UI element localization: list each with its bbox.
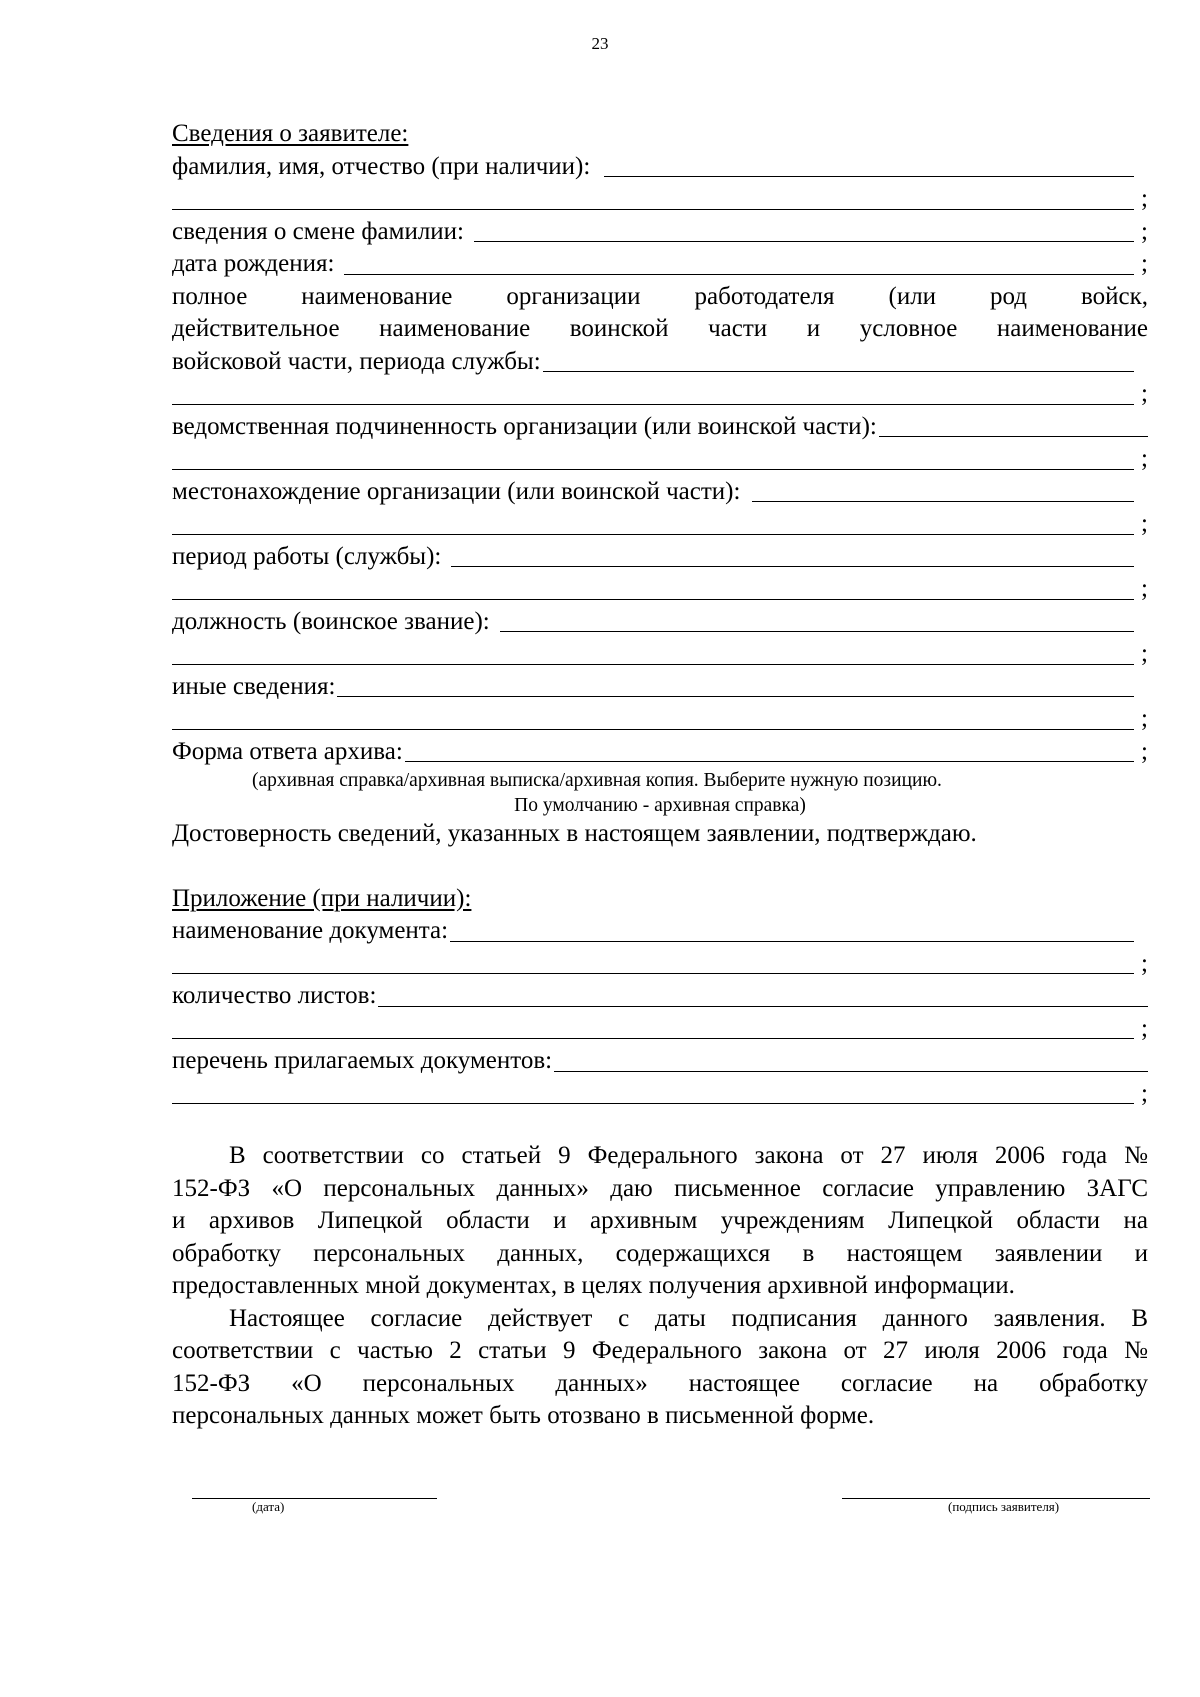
surname-change-field[interactable]: [474, 241, 1134, 242]
semicolon: ;: [1141, 1079, 1148, 1107]
location-field-continued[interactable]: [172, 534, 1134, 535]
applicant-heading-line: [172, 118, 1148, 151]
consent-p1-line-1: В соответствии со статьей 9 Федерального закона от 27 июля 2006 года №: [229, 1142, 1148, 1169]
fio-line-2: [172, 183, 1148, 216]
semicolon: ;: [1141, 380, 1148, 407]
subordination-field-continued[interactable]: [172, 469, 1134, 470]
semicolon: ;: [1141, 217, 1148, 245]
sheets-label: количество листов:: [172, 982, 377, 1009]
date-caption: (дата): [252, 1499, 285, 1514]
position-line: [172, 606, 1148, 639]
org-field[interactable]: [543, 371, 1134, 372]
location-label: местонахождение организации (или воинской части):: [172, 477, 741, 505]
applicant-signature-block: [842, 1498, 1150, 1515]
location-field[interactable]: [752, 501, 1134, 502]
org-line-4: [172, 378, 1148, 411]
subordination-label: ведомственная подчиненность организации (или воинской части):: [172, 412, 877, 440]
answer-form-note: [172, 768, 1148, 818]
sheets-line: [172, 980, 1148, 1013]
semicolon: ;: [1141, 510, 1148, 537]
confirm-line: [172, 818, 1148, 851]
doc-list-line-2: [172, 1078, 1148, 1111]
consent-paragraph-2: [172, 1303, 1148, 1433]
attachment-heading: Приложение (при наличии):: [172, 884, 472, 912]
period-field-continued[interactable]: [172, 599, 1134, 600]
fio-field[interactable]: [604, 176, 1134, 177]
sheets-line-2: [172, 1013, 1148, 1046]
doc-name-field-continued[interactable]: [172, 973, 1134, 974]
period-line: [172, 541, 1148, 574]
answer-form-line: [172, 736, 1148, 769]
doc-name-label: наименование документа:: [172, 917, 449, 944]
semicolon: ;: [1141, 575, 1148, 602]
consent-p1-line-3: и архивов Липецкой области и архивным учреждениям Липецкой области на: [172, 1207, 1148, 1234]
doc-list-field-continued[interactable]: [172, 1103, 1134, 1104]
location-line: [172, 476, 1148, 509]
doc-list-line: [172, 1045, 1148, 1078]
applicant-heading: Сведения о заявителе:: [172, 120, 409, 147]
doc-name-field[interactable]: [450, 941, 1134, 942]
org-text-line-3: войсковой части, периода службы:: [172, 347, 541, 375]
application-form: [172, 118, 1148, 1433]
answer-note-line-1: (архивная справка/архивная выписка/архивная копия. Выберите нужную позицию.: [252, 770, 942, 791]
subordination-field[interactable]: [879, 436, 1148, 437]
semicolon: ;: [1141, 250, 1148, 277]
period-field[interactable]: [451, 566, 1134, 567]
other-line-2: [172, 703, 1148, 736]
semicolon: ;: [1141, 705, 1148, 732]
fio-field-continued[interactable]: [172, 209, 1134, 210]
org-text-line-1: полное наименование организации работодателя (или род войск,: [172, 282, 1148, 310]
position-label: должность (воинское звание):: [172, 607, 490, 635]
consent-p1-line-5: предоставленных мной документах, в целях получения архивной информации.: [172, 1272, 1015, 1299]
sheets-field[interactable]: [378, 1006, 1148, 1007]
fio-label: фамилия, имя, отчество (при наличии):: [172, 152, 591, 180]
attachment-heading-line: [172, 883, 1148, 916]
consent-p2-line-2: соответствии с частью 2 статьи 9 Федерального закона от 27 июля 2006 года №: [172, 1337, 1148, 1364]
semicolon: ;: [1141, 737, 1148, 765]
doc-list-field[interactable]: [554, 1071, 1148, 1072]
confirm-text: Достоверность сведений, указанных в настоящем заявлении, подтверждаю.: [172, 820, 977, 847]
doc-list-label: перечень прилагаемых документов:: [172, 1047, 553, 1074]
birth-date-field[interactable]: [344, 274, 1134, 275]
page-number: 23: [591, 34, 609, 53]
sheets-field-continued[interactable]: [172, 1038, 1134, 1039]
birth-date-label: дата рождения:: [172, 250, 335, 277]
other-field[interactable]: [337, 696, 1134, 697]
consent-p2-line-4: персональных данных может быть отозвано в письменной форме.: [172, 1402, 875, 1429]
org-text-line-2: действительное наименование воинской части и условное наименование: [172, 315, 1148, 342]
position-line-2: [172, 638, 1148, 671]
consent-paragraph-1: [172, 1140, 1148, 1303]
answer-form-field[interactable]: [405, 761, 1134, 762]
org-field-continued[interactable]: [172, 404, 1134, 405]
answer-note-line-2: По умолчанию - архивная справка): [514, 795, 806, 816]
answer-form-label: Форма ответа архива:: [172, 737, 403, 765]
semicolon: ;: [1141, 1014, 1148, 1042]
semicolon: ;: [1141, 445, 1148, 472]
subordination-line-2: [172, 443, 1148, 476]
period-label: период работы (службы):: [172, 542, 442, 570]
consent-p1-line-2: 152-ФЗ «О персональных данных» даю письменное согласие управлению ЗАГС: [172, 1174, 1148, 1202]
birth-date-line: [172, 248, 1148, 281]
date-signature-block: [192, 1498, 437, 1515]
position-field-continued[interactable]: [172, 664, 1134, 665]
other-line: [172, 671, 1148, 704]
doc-name-line: [172, 915, 1148, 948]
semicolon: ;: [1141, 949, 1148, 977]
semicolon: ;: [1141, 640, 1148, 667]
consent-p1-line-4: обработку персональных данных, содержащихся в настоящем заявлении и: [172, 1239, 1148, 1267]
consent-p2-line-3: 152-ФЗ «О персональных данных» настоящее согласие на обработку: [172, 1369, 1148, 1397]
subordination-line: [172, 411, 1148, 444]
other-field-continued[interactable]: [172, 729, 1134, 730]
org-line-3: [172, 346, 1148, 379]
surname-change-line: [172, 216, 1148, 249]
doc-name-line-2: [172, 948, 1148, 981]
semicolon: ;: [1141, 185, 1148, 212]
period-line-2: [172, 573, 1148, 606]
position-field[interactable]: [500, 631, 1134, 632]
surname-change-label: сведения о смене фамилии:: [172, 217, 465, 245]
location-line-2: [172, 508, 1148, 541]
other-label: иные сведения:: [172, 672, 336, 700]
fio-line: [172, 151, 1148, 184]
consent-p2-line-1: Настоящее согласие действует с даты подписания данного заявления. В: [229, 1304, 1148, 1332]
signature-caption: (подпись заявителя): [948, 1499, 1060, 1514]
